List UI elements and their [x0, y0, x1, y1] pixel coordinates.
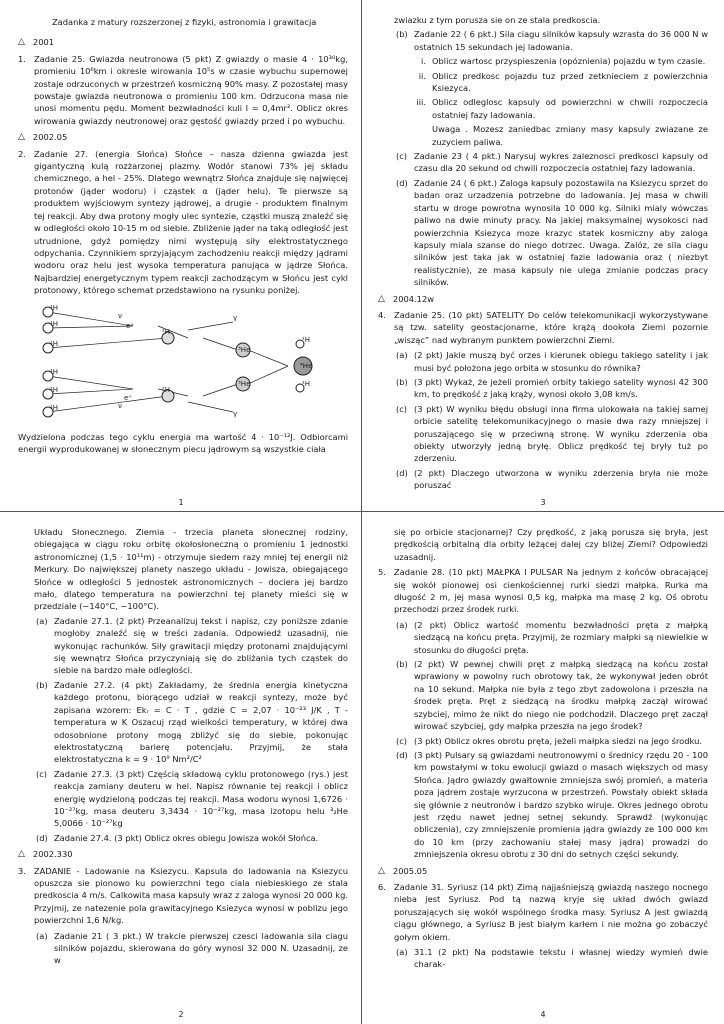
problem-5: 5. Zadanie 28. (10 pkt) MAŁPKA I PULSAR Na jednym z końców obracającej się wokół pionowej osi cienkościennej rurki siedzi małpka. Rurka ma długość 2 m, jej masa wynosi 0,5 kg, małpka ma masę 2 kg. Oś obrotu przechodzi przez środek rurki.: [378, 567, 708, 615]
proton-cycle-diagram: [38, 304, 338, 424]
section-2004-12w: △ 2004.12w: [378, 293, 435, 304]
problem-2: 2. Zadanie 27. (energia Słońca) Słońce – nasza dzienna gwiazda jest gigantyczną kulą rozżarzonej plazmy. Wodór stanowi 73% jej składu chemicznego, a hel - 25%. Dlatego wewnątrz Słońca znajduje się najwięcej protonów (jąder wodoru) i cząstek α (jąder helu). Te pierwsze są produktem wyjściowym syntezy jądrowej, a drugie - produktem finalnym tej reakcji. Aby dwa protony mogły ulec syntezie, cząstki muszą znaleźć się w odległości około 10-15 m od siebie. Zbliżenie jąder na taką odległość jest utrudnione, gdyż pomiędzy nimi występują siły elektrostatycznego odpychania. Czynnikiem sprzyjającym zachodzeniu reakcji między jądrami wodoru oraz helu jest wysoka temperatura panująca w jądrze Słońca. Najbardziej energetycznym typem reakcji zachodzącym w Słońcu jest cykl protonowy, którego schemat przedstawiono na rysunku poniżej.: [18, 148, 348, 296]
problem-4: 4. Zadanie 25. (10 pkt) SATELITY Do celów telekomunikacji wykorzystywane są tzw. satelity geostacjonarne, które krążą dookoła Ziemi pozornie „wisząc” nad wybranym punktem powierzchni Ziemi.: [378, 309, 708, 345]
subtask-b: (b) Zadanie 22 ( 6 pkt.) Sila ciagu silników kapsuly wzrasta do 36 000 N w ostatnich 15 sekundach jej ladowania.: [396, 29, 708, 52]
helium3-label: ³He: [238, 379, 251, 388]
subtask-c: (c) Zadanie 23 ( 4 pkt.) Narysuj wykres zaleznosci predkosci kapsuly od czasu dla 20 sekund od chwili rozpoczecia ostatniej fazy ladowania.: [396, 151, 708, 174]
continuation-text: się po orbicie stacjonarnej? Czy prędkość, z jaką porusza się bryła, jest prędkością orbitalną dla orbity leżącej dalej czy bliżej Ziemi? Odpowiedzi uzasadnij.: [394, 527, 708, 562]
subtask-b: (b) (3 pkt) Wykaż, że jeżeli promień orbity takiego satelity wynosi 42 300 km, to prędkość z jaką krąży, wynosi około 3,08 km/s.: [396, 376, 708, 400]
section-2005-05: △ 2005.05: [378, 865, 428, 876]
helium3-label: ³He: [238, 345, 251, 354]
page-1: [0, 0, 362, 512]
subtask-a: (a) Zadanie 27.1. (2 pkt) Przeanalizuj tekst i napisz, czy poniższe zdanie mogłoby znaleźć się w treści zadania. Odpowiedź uzasadnij, nie wykonując rachunków. Siły grawitacji między protonami znajdującymi się wewnątrz Słońca przyczyniają się do zbliżania tych cząstek do siebie na bardzo małe odległości.: [36, 615, 348, 676]
neutrino-label: ν: [118, 401, 122, 410]
subtask-a: (a) (2 pkt) Oblicz wartość momentu bezwładności pręta z małpką siedzącą na końcu pręta. Przyjmij, że rozmiary małpki są niewielkie w stosunku do długości pręta.: [396, 619, 708, 655]
page-4: [362, 512, 724, 1024]
subtask-i: i. Oblicz wartosc przyspieszenia (opóznienia) pojazdu w tym czasie.: [421, 56, 706, 67]
problem-3: 3. ZADANIE - Ladowanie na Ksiezycu. Kapsula do ladowania na Ksiezycu opuszcza sie pionowo ku powierzchni tego ciala niebieskiego ze stala predkoscia 4 m/s. Calkowita masa kapsuly wraz z zaloga wynosi 20 000 kg. Przyjmij, ze natezenie pola grawitacyjnego Ksiezyca wynosi w poblizu jego powierzchni 1,6 N/kg.: [18, 865, 348, 926]
warning-triangle-icon: △: [18, 132, 25, 143]
page-number: 3: [540, 497, 546, 507]
warning-triangle-icon: △: [378, 865, 385, 876]
page-number: 4: [540, 1009, 546, 1019]
gamma-label: γ: [233, 313, 238, 322]
continuation-text: zwiazku z tym porusza sie on ze stala predkoscia.: [394, 15, 601, 25]
page-2: [0, 512, 362, 1024]
positron-label: e⁺: [124, 393, 133, 402]
subtask-d: (d) (2 pkt) Dlaczego utworzona w wyniku zderzenia bryła nie może poruszać: [396, 467, 708, 491]
problem-1: 1. Zadanie 25. Gwiazda neutronowa (5 pkt) Z gwiazdy o masie 4 · 10³⁰kg, promieniu 10⁶km i okresie wirowania 10⁵s w czasie wybuchu supernowej zostaje odrzuconych w przestrzeń kosmiczną 90% masy. Z pozostałej masy powstaje gwiazda neutronowa o promieniu 100 km. Odrzucona masa nie unosi momentu pędu. Moment bezwładności kuli I = 0,4mr². Oblicz okres wirowania gwiazdy neutronowej oraz gęstość gwiazdy przed i po wybuchu.: [18, 53, 348, 126]
problem-6: 6. Zadanie 31. Syriusz (14 pkt) Zimą najjaśniejszą gwiazdą naszego nocnego nieba jest Syriusz. Pod tą nazwą kryje się układ dwóch gwiazd poruszających się wokół wspólnego środka masy. Syriusz A jest gwiazdą ciągu głównego, a Syriusz B jest białym karłem i nie można go zobaczyć gołym okiem.: [378, 881, 708, 942]
subtask-ii: ii. Oblicz predkosc pojazdu tuz przed zetknieciem z powierzchnia Ksiezyca.: [418, 70, 708, 94]
hydrogen-label: ¹H: [50, 339, 59, 348]
subtask-a: (a) 31.1 (2 pkt) Na podstawie tekstu i własnej wiedzy wymień dwie charak-: [396, 947, 708, 970]
warning-triangle-icon: △: [18, 849, 25, 860]
subtask-b: (b) (2 pkt) W pewnej chwili pręt z małpką siedzącą na końcu został wprawiony w powolny ruch obrotowy tak, że wykonywał jeden obrót na 10 sekund. Małpka nie była z tego zbyt zadowolona i przeszła na środek pręta. Pręt z siedzącą na środku małpką zaczął wirować szybciej, mimo że nikt do niego nie podchodził. Dlaczego pręt zaczął wirować szybciej, gdy małpka przeszła na jego środek?: [396, 659, 708, 732]
page-3: [362, 0, 724, 512]
subtask-c: (c) (3 pkt) W wyniku błędu obsługi inna firma ulokowała na takiej samej orbicie satelitę telekomunikacyjnego o masie dwa razy mniejszej i poruszającego się w przeciwną stronę. W wyniku zderzenia oba obiekty utworzyły jedną bryłę. Oblicz prędkość tej bryły tuż po zderzeniu.: [396, 403, 708, 464]
subtask-c: (c) Zadanie 27.3. (3 pkt) Częścią składową cyklu protonowego (rys.) jest reakcja zamiany deuteru w hel. Napisz równanie tej reakcji i oblicz energię wydzieloną podczas tej reakcji. Masa wodoru wynosi 1,6726 · 10⁻²⁷kg, masa deuteru 3,3434 · 10⁻²⁷kg, masa izotopu helu ³₂He 5,0066 · 10⁻²⁷kg: [36, 768, 348, 829]
warning-triangle-icon: △: [18, 37, 25, 48]
hydrogen-label: ¹H: [50, 303, 59, 312]
hydrogen-label: ¹H: [302, 379, 311, 388]
document-title: Zadanka z matury rozszerzonej z fizyki, astronomia i grawitacja: [52, 17, 317, 27]
section-2002-05: △ 2002.05: [18, 132, 68, 143]
subtask-a: (a) (2 pkt) Jakie muszą być orzes i kierunek obiegu takiego satelity i jak musi być położona jego orbita w stosunku do równika?: [396, 350, 708, 373]
subtask-d: (d) Zadanie 24 ( 6 pkt.) Zaloga kapsuly pozostawila na Ksiezycu sprzet do badan oraz urzadzenia potrzebne do ladowania. Jej masa w chwili startu w droge powrotna wynosila 10 000 kg. Silniki mialy wówczas paliwo na dwie minuty pracy. Na jakiej maksymalnej wysokosci nad powierzchnia Ksiezyca moze krazyc statek kosmiczny aby zaloga kapsuly miala szanse do niego dotrzec. Uwaga. Zalóz, ze sila ciagu silników jest taka jak w ostatniej fazie ladowania oraz ( niezbyt realistycznie), ze masa kapsuly nie ulega zmianie podczas pracy silników.: [396, 177, 708, 288]
energy-paragraph: Wydzielona podczas tego cyklu energia ma wartość 4 · 10⁻¹²J. Odbiorcami energii wyprodukowanej w słonecznym piecu jądrowym są wszystkie ciała: [18, 431, 348, 455]
gamma-label: γ: [233, 409, 238, 418]
hydrogen-label: ¹H: [50, 367, 59, 376]
hydrogen-label: ¹H: [50, 385, 59, 394]
helium4-label: ⁴He: [300, 361, 313, 370]
continuation-text: Układu Słonecznego. Ziemia - trzecia planeta słonecznej rodziny, obiegająca w ciągu roku orbitę okołosłoneczną o promieniu 1 jednostki astronomicznej (1,5 · 10¹¹m) - otrzymuje siedem razy mniej tej energii niż Merkury. Do największej planety naszego układu - Jowisza, obiegającego Słońce w odległości 5 jednostek astronomicznych – dociera jej bardzo mało, dlatego temperatura na powierzchni tej planety mieści się w przedziale (−140°C, −100°C).: [34, 527, 348, 612]
section-2001: △ 2001: [18, 37, 55, 48]
subtask-iii: iii. Oblicz odleglosc kapsuly od powierzchni w chwili rozpoczecia ostatniej fazy ladowania.: [416, 97, 708, 120]
hydrogen-label: ¹H: [50, 403, 59, 412]
deuterium-label: ²H: [162, 327, 171, 336]
neutrino-label: ν: [118, 311, 122, 320]
subtask-c: (c) (3 pkt) Oblicz okres obrotu pręta, jeżeli małpka siedzi na jego środku.: [396, 735, 702, 746]
subtask-d: (d) Zadanie 27.4. (3 pkt) Oblicz okres obiegu Jowisza wokół Słońca.: [36, 832, 319, 843]
hydrogen-label: ¹H: [50, 319, 59, 328]
subtask-a: (a) Zadanie 21 ( 3 pkt.) W trakcie pierwszej czesci ladowania sila ciagu silników pojazdu, skierowana do góry wynosi 32 000 N. Uzasadnij, ze w: [36, 930, 348, 966]
page-number: 1: [178, 497, 184, 507]
note-text: Uwaga . Mozesz zaniedbac zmiany masy kapsuly zwiazane ze zuzyciem paliwa.: [432, 124, 708, 147]
warning-triangle-icon: △: [378, 293, 385, 304]
hydrogen-label: ¹H: [302, 335, 311, 344]
page-number: 2: [178, 1009, 184, 1019]
deuterium-label: ²H: [162, 385, 171, 394]
subtask-b: (b) Zadanie 27.2. (4 pkt) Zakładamy, że średnia energia kinetyczna każdego protonu, biorącego udział w reakcji syntezy, może być zapisana wzorem: Ekᵣ = C · T , gdzie C = 2,07 · 10⁻²³ J/K , T - temperatura w K Oszacuj rząd wielkości temperatury, w której dwa odosobnione protony mogą zbliżyć się do siebie, pokonując elektrostatyczną barierę potencjału. Przyjmij, że stała elektrostatyczna k = 9 · 10⁹ Nm²/C²: [36, 679, 348, 765]
positron-label: e⁺: [126, 321, 135, 330]
subtask-d: (d) (3 pkt) Pulsary są gwiazdami neutronowymi o średnicy rzędu 20 - 100 km powstałymi w toku ewolucji gwiazd o masach większych od masy Słońca. Jądro gwiazdy gwałtownie zmniejsza swój promień, a materia poza jądrem zostaje wyrzucona w przestrzeń. Powstały obiekt składa się głównie z neutronów i bardzo szybko wiruje. Okres jednego obrotu jest rzędu nawet jednej setnej sekundy. Sprawdź (wykonując obliczenia), czy zmniejszenie promienia jądra gwiazdy ze 100 000 km do 10 km (przy zachowaniu stałej masy jądra) prowadzi do zmniejszenia okresu obrotu z 30 dni do setnych części sekundy.: [396, 749, 708, 860]
section-2002-330: △ 2002.330: [18, 849, 73, 860]
